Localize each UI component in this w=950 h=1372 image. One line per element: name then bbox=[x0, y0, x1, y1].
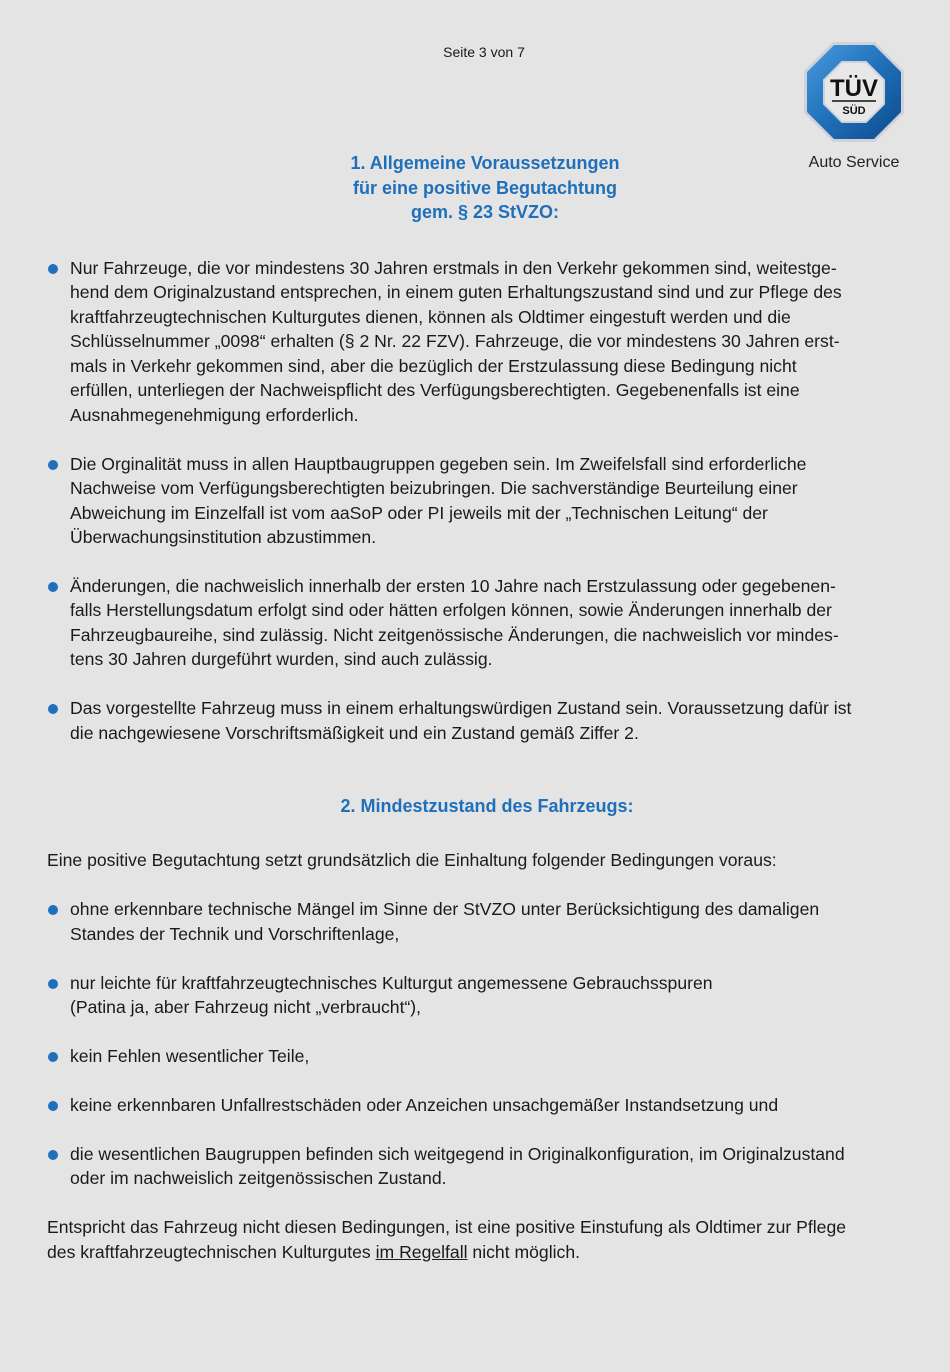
page-number: Seite 3 von 7 bbox=[443, 44, 525, 60]
section1-title bbox=[0, 151, 950, 225]
underlined-text: im Regelfall bbox=[375, 1241, 468, 1262]
bullet-line: mals in Verkehr gekommen sind, aber die bezüglich der Erstzulassung diese Bedingung nicht bbox=[70, 355, 797, 376]
bullet-item bbox=[47, 1093, 927, 1117]
bullet-icon bbox=[48, 979, 58, 989]
bullet-item bbox=[47, 971, 927, 1020]
bullet-line: hend dem Originalzustand entsprechen, in einem guten Erhaltungszustand sind und zur Pflege des bbox=[70, 282, 842, 303]
bullet-line: Abweichung im Einzelfall ist vom aaSoP oder PI jeweils mit der „Technischen Leitung“ der bbox=[70, 502, 768, 523]
bullet-line: kraftfahrzeugtechnischen Kulturgutes dienen, können als Oldtimer eingestuft werden und die bbox=[70, 306, 791, 327]
closing-text: des kraftfahrzeugtechnischen Kulturgutes bbox=[47, 1241, 376, 1262]
bullet-icon bbox=[48, 905, 58, 915]
section2-title: 2. Mindestzustand des Fahrzeugs: bbox=[340, 795, 634, 816]
bullet-line: nur leichte für kraftfahrzeugtechnisches Kulturgut angemessene Gebrauchsspuren bbox=[70, 972, 713, 993]
title-line: gem. § 23 StVZO: bbox=[410, 202, 560, 222]
bullet-line: erfüllen, unterliegen der Nachweispflicht des Verfügungsberechtigten. Gegebenenfalls ist eine bbox=[70, 380, 800, 401]
bullet-icon bbox=[48, 704, 58, 714]
title-line: für eine positive Begutachtung bbox=[352, 177, 618, 198]
bullet-item bbox=[47, 1044, 927, 1068]
closing-paragraph bbox=[47, 1215, 927, 1264]
bullet-line: oder im nachweislich zeitgenössischen Zustand. bbox=[70, 1168, 447, 1189]
intro-text: Eine positive Begutachtung setzt grundsätzlich die Einhaltung folgender Bedingungen voraus: bbox=[47, 850, 777, 871]
closing-line: Entspricht das Fahrzeug nicht diesen Bedingungen, ist eine positive Einstufung als Oldtimer zur Pflege bbox=[47, 1217, 847, 1238]
bullet-line: ohne erkennbare technische Mängel im Sinne der StVZO unter Berücksichtigung des damaligen bbox=[70, 899, 820, 920]
bullet-line: keine erkennbaren Unfallrestschäden oder Anzeichen unsachgemäßer Instandsetzung und bbox=[70, 1094, 779, 1115]
bullet-line: (Patina ja, aber Fahrzeug nicht „verbraucht“), bbox=[70, 997, 422, 1018]
bullet-line: die wesentlichen Baugruppen befinden sich weitgegend in Originalkonfiguration, im Originalzustand bbox=[70, 1143, 845, 1164]
bullet-item bbox=[47, 574, 927, 672]
bullet-item bbox=[47, 897, 927, 946]
bullet-icon bbox=[48, 1101, 58, 1111]
tuv-octagon-icon bbox=[802, 40, 906, 144]
bullet-line: Das vorgestellte Fahrzeug muss in einem erhaltungswürdigen Zustand sein. Voraussetzung dafür ist bbox=[70, 698, 852, 719]
bullet-item bbox=[47, 256, 927, 427]
bullet-item bbox=[47, 1142, 927, 1191]
section2-intro bbox=[47, 848, 927, 897]
bullet-line: Ausnahmegenehmigung erforderlich. bbox=[70, 404, 359, 425]
document-body bbox=[47, 256, 927, 1289]
closing-text: nicht möglich. bbox=[467, 1241, 580, 1262]
bullet-line: die nachgewiesene Vorschriftsmäßigkeit und ein Zustand gemäß Ziffer 2. bbox=[70, 722, 639, 743]
title-line: 1. Allgemeine Voraussetzungen bbox=[350, 153, 620, 173]
bullet-line: falls Herstellungsdatum erfolgt sind oder hätten erfolgen können, sowie Änderungen innerhalb der bbox=[70, 600, 832, 621]
bullet-line: Standes der Technik und Vorschriftenlage, bbox=[70, 923, 400, 944]
bullet-icon bbox=[48, 460, 58, 470]
section1-bullets bbox=[47, 256, 927, 745]
bullet-icon bbox=[48, 264, 58, 274]
bullet-line: kein Fehlen wesentlicher Teile, bbox=[70, 1046, 310, 1067]
svg-text:SÜD: SÜD bbox=[842, 105, 866, 117]
bullet-line: Die Orginalität muss in allen Hauptbaugruppen gegeben sein. Im Zweifelsfall sind erforderliche bbox=[70, 453, 807, 474]
logo-subtitle: Auto Service bbox=[808, 154, 900, 171]
section2-bullets bbox=[47, 897, 927, 1190]
bullet-line: Fahrzeugbaureihe, sind zulässig. Nicht zeitgenössische Änderungen, die nachweislich vor mindes- bbox=[70, 624, 839, 645]
bullet-item bbox=[47, 452, 927, 550]
bullet-line: Nur Fahrzeuge, die vor mindestens 30 Jahren erstmals in den Verkehr gekommen sind, weitestge- bbox=[70, 258, 837, 278]
bullet-item bbox=[47, 696, 927, 745]
bullet-line: Schlüsselnummer „0098“ erhalten (§ 2 Nr. 22 FZV). Fahrzeuge, die vor mindestens 30 Jahren erst- bbox=[70, 331, 840, 352]
svg-text:TÜV: TÜV bbox=[830, 75, 878, 102]
closing-line bbox=[47, 1240, 927, 1264]
bullet-line: Überwachungsinstitution abzustimmen. bbox=[70, 526, 377, 547]
bullet-icon bbox=[48, 582, 58, 592]
bullet-line: tens 30 Jahren durgeführt wurden, sind auch zulässig. bbox=[70, 649, 493, 670]
bullet-icon bbox=[48, 1052, 58, 1062]
bullet-icon bbox=[48, 1150, 58, 1160]
bullet-line: Nachweise vom Verfügungsberechtigten beizubringen. Die sachverständige Beurteilung einer bbox=[70, 478, 798, 499]
bullet-line: Änderungen, die nachweislich innerhalb der ersten 10 Jahre nach Erstzulassung oder gegebenen- bbox=[70, 575, 836, 596]
